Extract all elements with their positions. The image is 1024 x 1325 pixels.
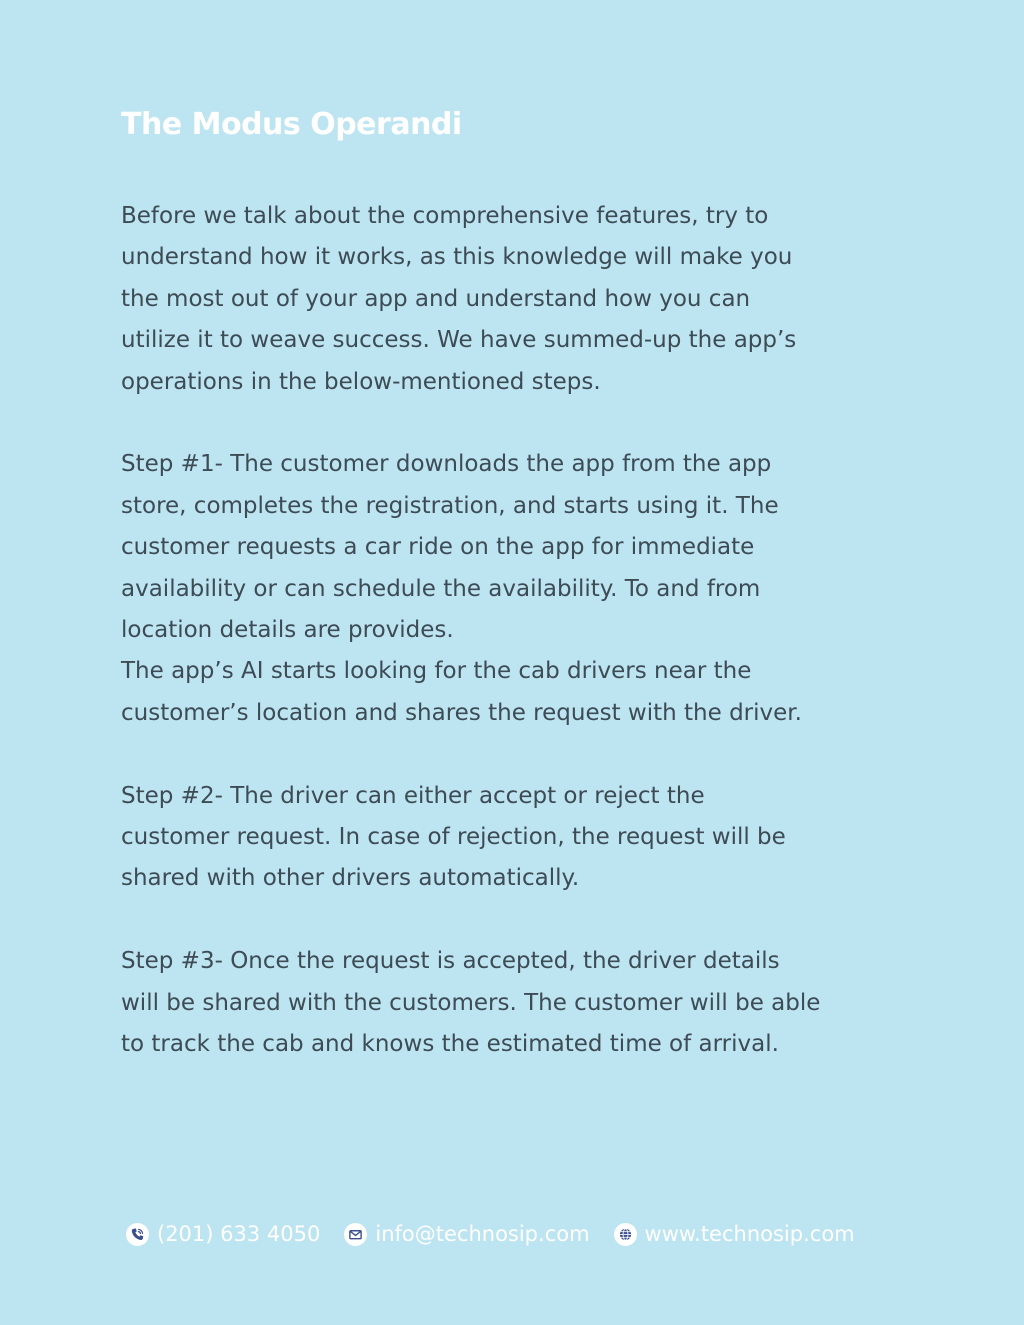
step-3-paragraph xyxy=(121,941,911,1065)
email-address: info@technosip.com xyxy=(375,1222,590,1246)
text-line: customer’s location and shares the request with the driver. xyxy=(121,699,802,726)
page-title: The Modus Operandi xyxy=(121,107,462,142)
paragraph-spacer xyxy=(121,900,911,941)
step-2-paragraph xyxy=(121,776,911,900)
globe-icon xyxy=(614,1223,637,1246)
website-url: www.technosip.com xyxy=(644,1222,855,1246)
phone-link[interactable] xyxy=(126,1222,320,1246)
text-line: will be shared with the customers. The customer will be able xyxy=(121,989,821,1016)
phone-icon xyxy=(126,1223,149,1246)
text-line: customer requests a car ride on the app for immediate xyxy=(121,534,755,561)
text-line: store, completes the registration, and starts using it. The xyxy=(121,492,779,519)
paragraph-spacer xyxy=(121,734,911,775)
document-body xyxy=(121,196,911,1065)
text-line: location details are provides. xyxy=(121,617,454,644)
text-line: understand how it works, as this knowledge will make you xyxy=(121,244,793,271)
text-line: customer request. In case of rejection, the request will be xyxy=(121,824,786,851)
envelope-icon xyxy=(344,1223,367,1246)
contact-footer xyxy=(126,1218,855,1250)
phone-number: (201) 633 4050 xyxy=(157,1222,321,1246)
text-line: the most out of your app and understand how you can xyxy=(121,285,751,312)
email-link[interactable] xyxy=(344,1222,589,1246)
text-line: availability or can schedule the availability. To and from xyxy=(121,575,761,602)
document-page xyxy=(121,102,911,1065)
text-line: utilize it to weave success. We have summed-up the app’s xyxy=(121,327,797,354)
text-line: Before we talk about the comprehensive features, try to xyxy=(121,203,769,229)
text-line: Step #1- The customer downloads the app from the app xyxy=(121,451,772,478)
website-link[interactable] xyxy=(614,1222,855,1246)
text-line: shared with other drivers automatically. xyxy=(121,865,580,892)
text-line: Step #2- The driver can either accept or reject the xyxy=(121,782,705,809)
paragraph-spacer xyxy=(121,403,911,444)
step-1-paragraph xyxy=(121,444,911,734)
text-line: Step #3- Once the request is accepted, the driver details xyxy=(121,948,780,975)
intro-paragraph xyxy=(121,196,911,403)
text-line: to track the cab and knows the estimated time of arrival. xyxy=(121,1031,779,1058)
text-line: operations in the below-mentioned steps. xyxy=(121,368,601,395)
text-line: The app’s AI starts looking for the cab drivers near the xyxy=(121,658,752,685)
